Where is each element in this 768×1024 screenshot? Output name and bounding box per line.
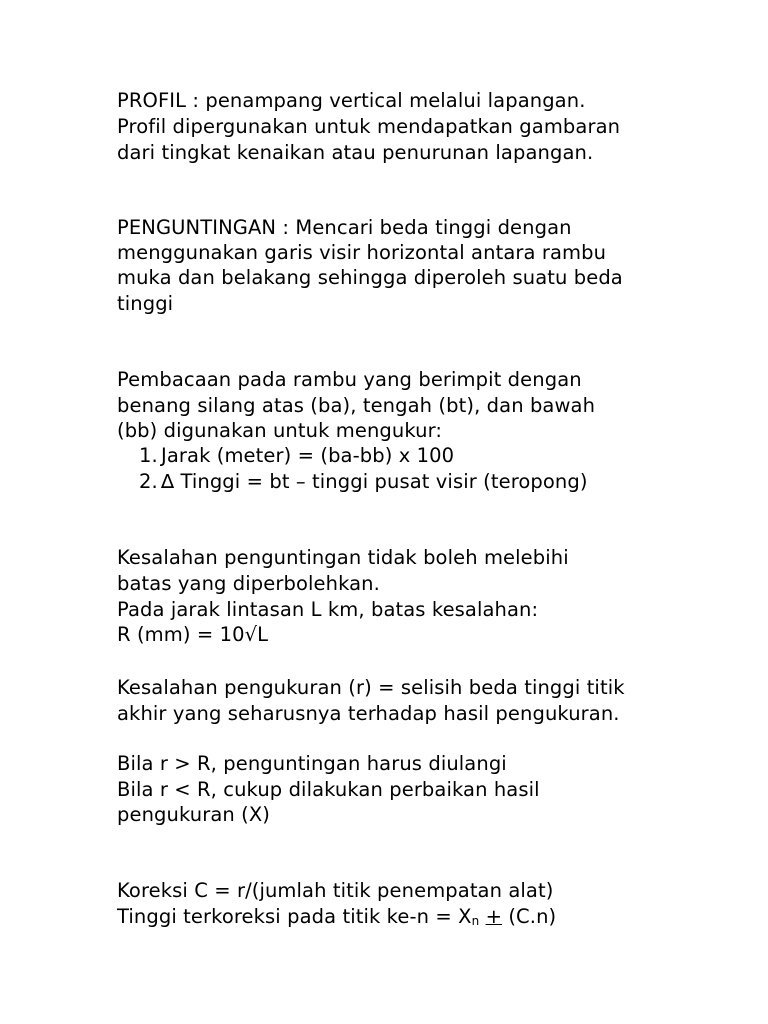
bila-line-2: Bila r < R, cukup dilakukan perbaikan hasil	[117, 778, 540, 801]
list-number: 1.	[139, 444, 158, 467]
koreksi-prefix: Tinggi terkoreksi pada titik ke-n = X	[117, 905, 472, 928]
pembacaan-line-2: benang silang atas (ba), tengah (bt), dan bawah	[117, 394, 596, 417]
koreksi-line-1: Koreksi C = r/(jumlah titik penempatan alat)	[117, 879, 554, 902]
profil-line-2: Profil dipergunakan untuk mendapatkan gambaran	[117, 115, 621, 138]
penguntingan-line-3: muka dan belakang sehingga diperoleh suatu beda	[117, 266, 623, 289]
penguntingan-line-4: tinggi	[117, 292, 174, 315]
penguntingan-line-1: PENGUNTINGAN : Mencari beda tinggi dengan	[117, 216, 572, 239]
koreksi-line-2	[117, 904, 556, 934]
koreksi-suffix: (C.n)	[502, 905, 557, 928]
list-item	[139, 469, 588, 494]
kesalahan-line-1: Kesalahan penguntingan tidak boleh melebihi	[117, 546, 569, 569]
profil-line-1: PROFIL : penampang vertical melalui lapangan.	[117, 89, 586, 112]
penguntingan-line-2: menggunakan garis visir horizontal antara rambu	[117, 241, 607, 264]
subscript-n: n	[471, 914, 480, 928]
kesalahan-line-2: batas yang diperbolehkan.	[117, 572, 380, 595]
list-text: Jarak (meter) = (ba-bb) x 100	[161, 444, 455, 467]
bila-line-1: Bila r > R, penguntingan harus diulangi	[117, 752, 507, 775]
kesalahan-formula: R (mm) = 10√L	[117, 623, 269, 646]
pembacaan-line-1: Pembacaan pada rambu yang berimpit dengan	[117, 368, 582, 391]
kesalahan-line-3: Pada jarak lintasan L km, batas kesalahan:	[117, 598, 539, 621]
list-item	[139, 443, 454, 468]
list-number: 2.	[139, 470, 158, 493]
profil-line-3: dari tingkat kenaikan atau penurunan lapangan.	[117, 141, 594, 164]
pengukuran-line-2: akhir yang seharusnya terhadap hasil pengukuran.	[117, 702, 620, 725]
list-text: ∆ Tinggi = bt – tinggi pusat visir (teropong)	[161, 470, 588, 493]
pembacaan-line-3: (bb) digunakan untuk mengukur:	[117, 419, 443, 442]
plus-minus-sign: +	[485, 905, 503, 928]
pengukuran-line-1: Kesalahan pengukuran (r) = selisih beda tinggi titik	[117, 676, 625, 699]
bila-line-3: pengukuran (X)	[117, 803, 271, 826]
